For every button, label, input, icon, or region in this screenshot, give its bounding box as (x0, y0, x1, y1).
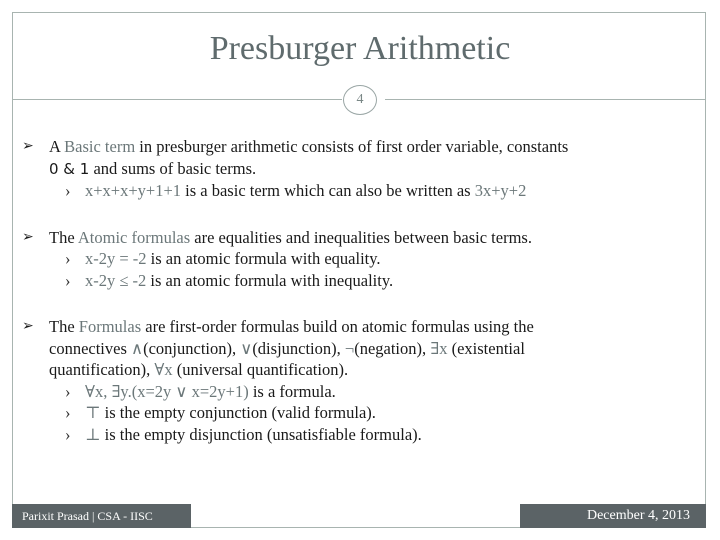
title-divider-right (385, 99, 706, 100)
chevron-right-icon: › (65, 181, 71, 200)
bullet-continuation: quantification), ∀x (universal quantification). (49, 360, 349, 379)
chevron-right-icon: › (65, 424, 71, 444)
arrow-bullet-icon: ➢ (22, 229, 34, 245)
bullet-basic-term (22, 136, 712, 158)
slide-title: Presburger Arithmetic (209, 30, 511, 67)
slide-content (22, 136, 712, 445)
sub-bullet-empty-disjunction: › ⊥ is the empty disjunction (unsatisfiable formula). (65, 424, 422, 444)
footer-author: Parixit Prasad | CSA - IISC (12, 504, 191, 528)
bullet-text: A Basic term in presburger arithmetic consists of first order variable, constants (49, 137, 569, 156)
title-divider-left (12, 99, 342, 100)
arrow-bullet-icon: ➢ (22, 139, 34, 154)
bullet-continuation: 0 & 1 and sums of basic terms. (49, 158, 257, 178)
footer-date: December 4, 2013 (520, 504, 706, 528)
chevron-right-icon: › (65, 270, 71, 290)
arrow-bullet-icon: ➢ (22, 319, 34, 334)
chevron-right-icon: › (65, 381, 71, 401)
sub-bullet-basic-term-example: › x+x+x+y+1+1 is a basic term which can also be written as 3x+y+2 (65, 181, 527, 200)
bullet-formulas: ➢ The Formulas are first-order formulas build on atomic formulas using the (22, 317, 534, 336)
sub-bullet-empty-conjunction: › ⊤ is the empty conjunction (valid formula). (65, 403, 376, 422)
bullet-atomic-formulas: ➢ The Atomic formulas are equalities and inequalities between basic terms. (22, 227, 532, 247)
chevron-right-icon: › (65, 249, 71, 268)
sub-bullet-equality: › x-2y = -2 is an atomic formula with equality. (65, 249, 381, 268)
sub-bullet-inequality: › x-2y ≤ -2 is an atomic formula with inequality. (65, 270, 394, 290)
sub-bullet-formula-example: › ∀x, ∃y.(x=2y ∨ x=2y+1) is a formula. (65, 381, 336, 401)
bullet-continuation: connectives ∧(conjunction), ∨(disjunction), ¬(negation), ∃x (existential (49, 338, 525, 358)
slide-number: 4 (343, 85, 377, 115)
chevron-right-icon: › (65, 403, 71, 422)
